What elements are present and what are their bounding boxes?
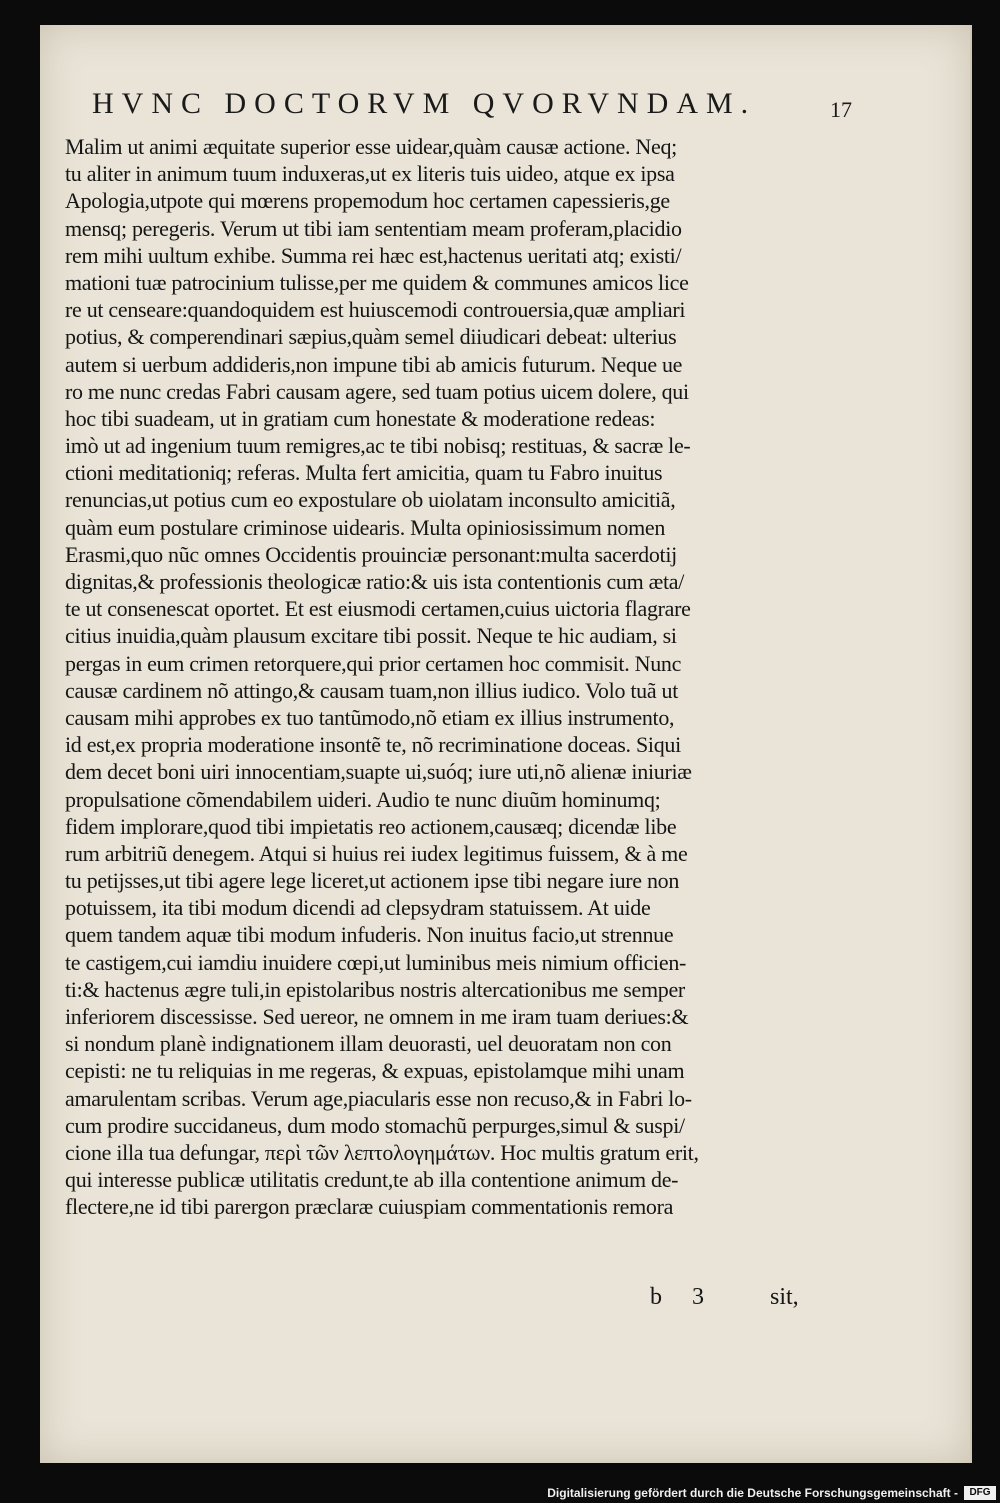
text-line: potius, & comperendinari sæpius,quàm semel diiudicari debeat: ulterius xyxy=(65,324,677,350)
text-line: ti:& hactenus ægre tuli,in epistolaribus nostris altercationibus me semper xyxy=(65,976,685,1002)
text-line: imò ut ad ingenium tuum remigres,ac te tibi nobisq; restituas, & sacræ le- xyxy=(65,433,691,459)
text-line: Erasmi,quo nũc omnes Occidentis prouinciæ personant:multa sacerdotij xyxy=(65,541,677,567)
text-line: te ut consenescat oportet. Et est eiusmodi certamen,cuius uictoria flagrare xyxy=(65,596,691,622)
book-page xyxy=(40,25,972,1463)
text-line: si nondum planè indignationem illam deuorasti, uel deuoratam non con xyxy=(65,1031,672,1057)
text-line: hoc tibi suadeam, ut in gratiam cum honestate & moderatione redeas: xyxy=(65,405,656,431)
text-line: qui interesse publicæ utilitatis credunt,te ab illa contentione animum de- xyxy=(65,1167,679,1193)
text-line: potuissem, ita tibi modum dicendi ad clepsydram statuissem. At uide xyxy=(65,895,651,921)
text-line: Malim ut animi æquitate superior esse uidear,quàm causæ actione. Neq; xyxy=(65,134,677,159)
text-line: Apologia,utpote qui mœrens propemodum hoc certamen capessieris,ge xyxy=(65,188,670,214)
text-line: ro me nunc credas Fabri causam agere, sed tuam potius uicem dolere, qui xyxy=(65,378,689,404)
text-line: re ut censeare:quandoquidem est huiuscemodi controuersia,quæ ampliari xyxy=(65,297,686,323)
text-line: cum prodire succidaneus, dum modo stomachũ perpurges,simul & suspi/ xyxy=(65,1112,685,1138)
running-header: HVNC DOCTORVM QVORVNDAM. xyxy=(92,87,757,120)
text-line: dem decet boni uiri innocentiam,suapte ui,suóq; iure uti,nõ alienæ iniuriæ xyxy=(65,759,692,785)
text-line: renuncias,ut potius cum eo expostulare ob uiolatam inconsulto amicitiã, xyxy=(65,487,676,513)
text-line: te castigem,cui iamdiu inuidere cœpi,ut luminibus meis nimium officien- xyxy=(65,949,687,975)
text-line: id est,ex propria moderatione insontẽ te, nõ recriminatione doceas. Siqui xyxy=(65,732,681,758)
text-line: quem tandem aquæ tibi modum infuderis. Non inuitus facio,ut strennue xyxy=(65,922,674,948)
text-line: mensq; peregeris. Verum ut tibi iam sententiam meam proferam,placidio xyxy=(65,215,682,241)
text-line: citius inuidia,quàm plausum excitare tibi possit. Neque te hic audiam, si xyxy=(65,623,677,649)
text-line: inferiorem discessisse. Sed uereor, ne omnem in me iram tuam deriues:& xyxy=(65,1004,689,1029)
text-line: tu aliter in animum tuum induxeras,ut ex literis tuis uideo, atque ex ipsa xyxy=(65,161,675,187)
text-line: amarulentam scribas. Verum age,piacularis esse non recuso,& in Fabri lo- xyxy=(65,1085,692,1111)
text-line: rum arbitriũ denegem. Atqui si huius rei iudex legitimus fuissem, & à me xyxy=(65,840,688,866)
text-line: causæ cardinem nõ attingo,& causam tuam,non illius iudico. Volo tuã ut xyxy=(65,677,679,703)
text-line: ctioni meditationiq; referas. Multa fert amicitia, quam tu Fabro inuitus xyxy=(65,460,663,486)
catchword: sit, xyxy=(770,1284,799,1310)
text-line: pergas in eum crimen retorquere,qui prior certamen hoc commisit. Nunc xyxy=(65,650,682,676)
body-text xyxy=(65,133,825,1221)
signature-mark: b 3 xyxy=(650,1284,716,1310)
text-line: mationi tuæ patrocinium tulisse,per me quidem & communes amicos lice xyxy=(65,269,689,295)
folio-number: 17 xyxy=(830,97,852,122)
text-line: flectere,ne id tibi parergon præclaræ cuiuspiam commentationis remora xyxy=(65,1194,674,1220)
text-line: autem si uerbum addideris,non impune tibi ab amicis futurum. Neque ue xyxy=(65,351,683,377)
text-line: propulsatione cõmendabilem uideri. Audio te nunc diuũm hominumq; xyxy=(65,786,661,812)
text-line: cione illa tua defungar, περὶ τῶν λεπτολογημάτων. Hoc multis gratum erit, xyxy=(65,1139,699,1165)
text-line: quàm eum postulare criminose uidearis. Multa opiniosissimum nomen xyxy=(65,514,666,540)
dfg-logo: DFG xyxy=(964,1486,996,1500)
text-line: dignitas,& professionis theologicæ ratio:& uis ista contentionis cum æta/ xyxy=(65,569,685,594)
text-line: fidem implorare,quod tibi impietatis reo actionem,causæq; dicendæ libe xyxy=(65,813,677,839)
text-line: causam mihi approbes ex tuo tantũmodo,nõ etiam ex illius instrumento, xyxy=(65,704,675,730)
footer-bar xyxy=(0,1483,1000,1503)
funding-notice: Digitalisierung gefördert durch die Deutsche Forschungsgemeinschaft - xyxy=(547,1486,958,1500)
text-line: cepisti: ne tu reliquias in me regeras, & expuas, epistolamque mihi unam xyxy=(65,1058,685,1084)
text-line: tu petijsses,ut tibi agere lege liceret,ut actionem ipse tibi negare iure non xyxy=(65,868,680,894)
text-line: rem mihi uultum exhibe. Summa rei hæc est,hactenus ueritati atq; existi/ xyxy=(65,242,682,268)
